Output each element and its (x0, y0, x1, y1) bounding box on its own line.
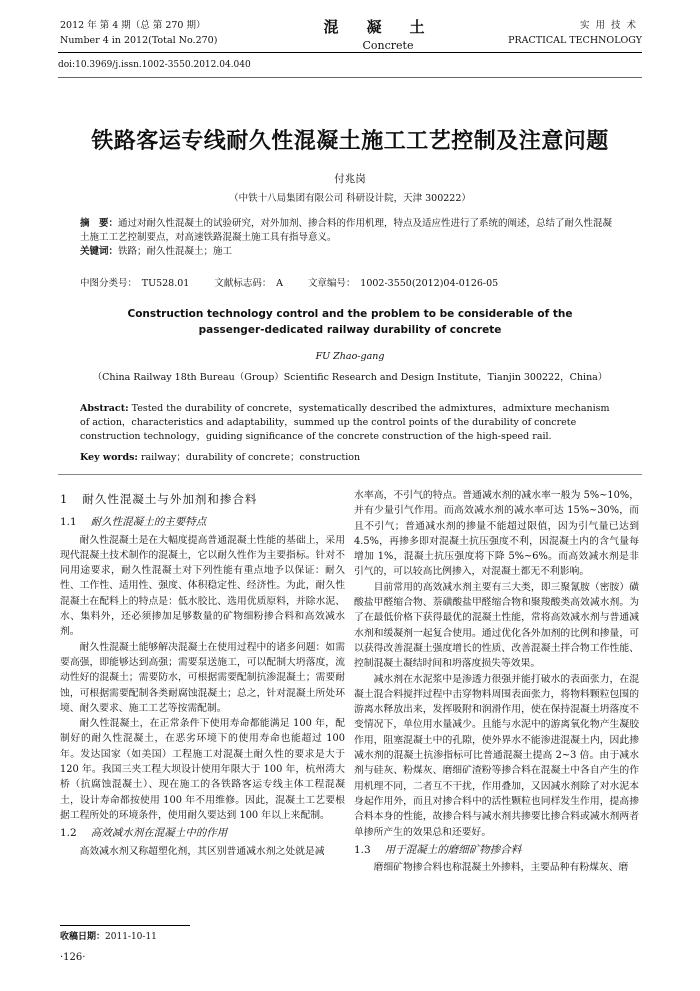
clc-number: 中图分类号： TU528.01 (80, 278, 190, 289)
paragraph: 减水剂在水泥浆中是渗透力很强并能打破水的表面张力，在混凝土混合料搅拌过程中击穿物料周围表面张力，将物料颗粒包围的游离水释放出来，发挥吸附和润滑作用，使在保持混凝土坍落度不变情况下，单位用水量减少。且能与水泥中的游离氧化物产生凝胶作用，阻塞混凝土中的孔隙，使外界水不能渗进混凝土内，因此掺减水剂的混凝土抗渗指标可比普通混凝土提高 2~3 倍。由于减水剂与硅灰、粉煤灰、磨细矿渣粉等掺合料在混凝土中各自产生的作用机理不同，二者互不干扰，作用叠加，又因减水剂除了对水泥本身起作用外，而且对掺合料中的活性颗粒也同样发生作用，提高掺合料本身的性能，故掺合料与减水剂共掺要比掺合料或减水剂两者单掺所产生的效果总和还要好。 (354, 673, 639, 838)
subsection-title: 用于混凝土的磨细矿物掺合料 (384, 843, 522, 856)
paragraph: 水率高，不引气的特点。普通减水剂的减水率一般为 5%~10%，并有少量引气作用。而高效减水剂的减水率可达 15%~30%，而且不引气；普通减水剂的掺量不能超过限值，因为引气量已达到 4.5%，再掺多即对混凝土抗压强度不利，因混凝土内的含气量每增加 1%，混凝土抗压强度将下降 5%~6%。而高效减水剂是非引气的，可以较高比例掺入，对混凝土都无不利影响。 (354, 490, 639, 578)
journal-en: Concrete (362, 39, 414, 52)
abstract-cn (80, 217, 620, 259)
body-left-column (60, 488, 345, 859)
received-label: 收稿日期： (60, 932, 106, 942)
keywords-en-label: Key words: (80, 452, 138, 463)
section-heading-1 (60, 492, 345, 507)
footnote-rule (60, 925, 190, 926)
subsection-title: 耐久性混凝土的主要特点 (90, 516, 207, 529)
issue-cn: 2012 年 第 4 期（总 第 270 期） (60, 20, 206, 31)
paragraph: 耐久性混凝土，在正常条件下使用寿命都能满足 100 年，配制好的耐久性混凝土，在恶劣环境下的使用寿命也能超过 100 年。发达国家（如美国）工程施工对混凝土耐久性的要求是大于 120 年。我国三夹工程大坝设计使用年限大于 100 年，杭州湾大桥（抗腐蚀混凝土）、现在施工的各铁路客运专线主体工程混凝土，设计寿命都按使用 100 年不用维修。因此，混凝土工艺要根据工程所处的环境条件，使用耐久要达到 100 年以上来配制。 (60, 718, 345, 821)
classification-meta (80, 275, 520, 289)
page-number: ·126· (60, 952, 86, 963)
subsection-heading-1-1 (60, 515, 345, 530)
paper-title: 铁路客运专线耐久性混凝土施工工艺控制及注意问题 (91, 129, 609, 154)
section-en: PRACTICAL TECHNOLOGY (508, 35, 642, 46)
subsection-number: 1.2 (60, 827, 77, 840)
abstract-separator (58, 474, 642, 475)
subsection-number: 1.3 (354, 843, 371, 856)
paragraph: 目前常用的高效减水剂主要有三大类，即三聚氰胺（密胺）磺酸盐甲醛缩合物、萘磺酸盐甲醛缩合物和聚羧酸类高效减水剂。为了在最低价格下获得最优的混凝土性能，常将高效减水剂与普通减水剂和缓凝剂一起复合使用。通过优化各外加剂的比例和掺量，可以获得改善混凝土强度增长的性质、改善混凝土拌合物工作性能、控制混凝土凝结时间和坍落度损失等效果。 (354, 581, 639, 670)
paragraph: 耐久性混凝土能够解决混凝土在使用过程中的诸多问题：如需要高强，即能够达到高强；需要泵送施工，可以配制大坍落度，流动性好的混凝土；需要防水，可根据需要配制抗渗混凝土；需要耐蚀，可根据需要配制各类耐腐蚀混凝土；总之，针对混凝土所处环境、耐久要求、施工工艺等按需配制。 (60, 641, 345, 714)
article-number: 文章编号： 1002-3550(2012)04-0126-05 (308, 278, 499, 289)
body-right-column (354, 488, 639, 875)
keywords: 铁路；耐久性混凝土；施工 (118, 246, 233, 257)
subsection-heading-1-3 (354, 843, 639, 858)
header-rule (58, 52, 642, 53)
abstract-en-label: Abstract: (80, 403, 129, 414)
abstract-en-text: Tested the durability of concrete，systematically described the admixtures，admixture mechanism of action，characteristics and adaptability，summed up the control points of the durability of concrete construction technology，guiding significance of the concrete construction of the high-speed rail. (80, 403, 610, 442)
subsection-title: 高效减水剂在混凝土中的作用 (90, 827, 228, 840)
section-number: 1 (60, 492, 69, 506)
english-author: FU Zhao-gang (315, 351, 385, 362)
doi[interactable]: doi:10.3969/j.issn.1002-3550.2012.04.040 (58, 60, 251, 70)
english-title (60, 306, 640, 338)
abstract-en (80, 402, 620, 444)
keywords-label: 关键词： (80, 246, 119, 257)
english-affiliation: （China Railway 18th Bureau（Group）Scientific Research and Design Institute，Tianjin 300222，China） (92, 372, 608, 383)
section-info (508, 18, 642, 48)
paragraph: 高效减水剂又称超塑化剂，其区别普通减水剂之处就是减 (79, 845, 325, 857)
issue-en: Number 4 in 2012(Total No.270) (60, 35, 218, 46)
doi-rule (58, 77, 642, 78)
paragraph: 耐久性混凝土是在大幅度提高普通混凝土性能的基础上，采用现代混凝土技术制作的混凝土，它以耐久性作为主要指标。针对不同用途要求，耐久性混凝土对下列性能有重点地予以保证：耐久性、工作性、适用性、强度、体积稳定性、经济性。为此，耐久性混凝土在配料上的特点是：低水胶比、选用优质原料，并除水泥、水、集料外，还必须掺加足够数量的矿物细粉掺合料和高效减水剂。 (60, 534, 345, 638)
journal-name (318, 16, 458, 52)
section-cn: 实用技术 (579, 20, 642, 31)
author: 付兆岗 (334, 173, 366, 185)
received-date (60, 929, 157, 942)
journal-cn: 混凝土 (323, 18, 453, 36)
issue-info (60, 18, 217, 48)
keywords-en (80, 449, 360, 463)
section-title: 耐久性混凝土与外加剂和掺合料 (82, 492, 258, 506)
abstract-label: 摘 要： (80, 218, 119, 229)
english-title-line2: passenger-dedicated railway durability of concrete (198, 324, 502, 336)
subsection-heading-1-2 (60, 826, 345, 841)
keywords-en-text: railway；durability of concrete；construction (140, 452, 361, 463)
affiliation: （中铁十八局集团有限公司 科研设计院，天津 300222） (229, 193, 471, 204)
paragraph: 磨细矿物掺合料也称混凝土外掺料，主要品种有粉煤灰、磨 (373, 862, 629, 874)
abstract-text: 通过对耐久性混凝土的试验研究，对外加剂、掺合料的作用机理，特点及适应性进行了系统的阐述，总结了耐久性混凝土施工工艺控制要点，对高速铁路混凝土施工具有指导意义。 (80, 218, 613, 243)
english-title-line1: Construction technology control and the problem to be considerable of the (127, 308, 573, 320)
received-value: 2011-10-11 (105, 932, 157, 942)
doc-code: 文献标志码： A (214, 278, 283, 289)
subsection-number: 1.1 (60, 516, 77, 529)
